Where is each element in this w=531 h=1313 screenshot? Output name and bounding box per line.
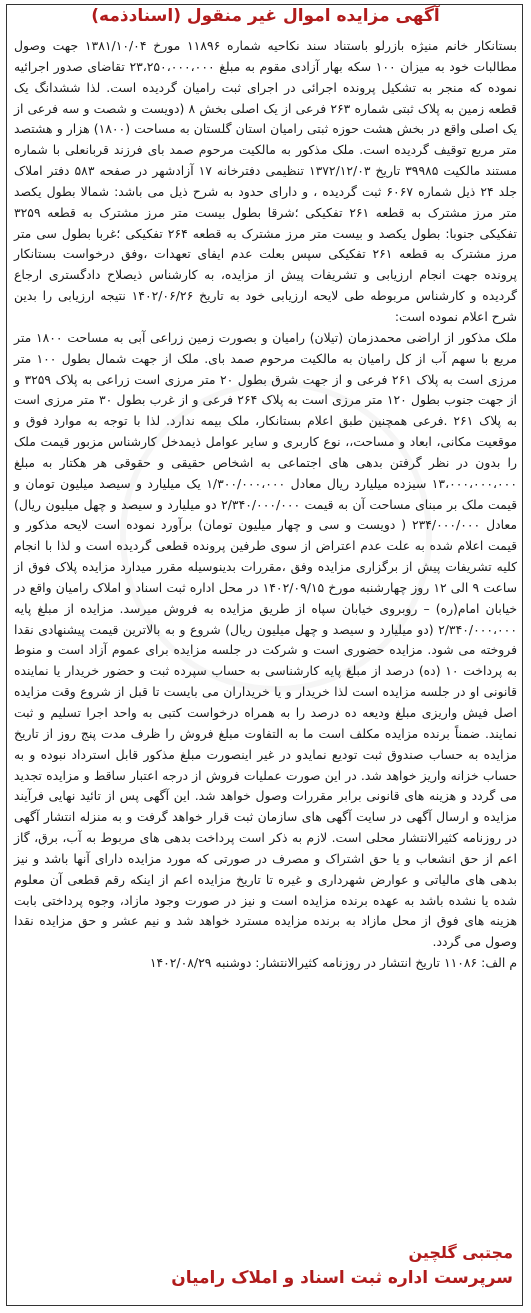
signature-name: مجتبی گلچین: [408, 1243, 513, 1262]
notice-body: [14, 36, 517, 974]
notice-title: آگهی مزایده اموال غیر منقول (اسنادذمه): [91, 6, 440, 26]
signature-title: سرپرست اداره ثبت اسناد و املاک رامیان: [171, 1268, 513, 1288]
notice-paragraph-details: ملک مذکور از اراضی محمدزمان (تیلان) رامیان و بصورت زمین زراعی آبی به مساحت ۱۸۰۰ متر مربع با سهم آب از کل رامیان به مالکیت مرحوم صمد بای. ملک از جهت شمال بطول ۱۰۰ متر مرزی است به پلاک ۲۶۱ فرعی و از جهت شرق بطول ۲۰ متر مرزی است زراعی به پلاک ۳۲۵۹ و از جهت جنوب بطول ۱۲۰ متر مرزی است به پلاک ۲۶۴ فرعی و از غرب بطول ۳۰ متر مرزی است به پلاک ۲۶۱ .فرعی همچنین طبق اعلام بستانکار، ملک بیمه ندارد. لذا با توجه به موارد فوق و موقعیت مکانی، ابعاد و مساحت،، نوع کاربری و سایر عوامل ذیمدخل کارشناس مزبور قیمت ملک را بدون در نظر گرفتن بدهی های اجتماعی به اشخاص حقیقی و حقوقی هر هکتار به مبلغ ۱۳،۰۰۰،۰۰۰،۰۰۰ سیزده میلیارد ریال معادل ۱/۳۰۰/۰۰۰،۰۰۰ یک میلیارد و سیصد میلیون تومان و قیمت ملک بر مبنای مساحت آن به قیمت ۲/۳۴۰/۰۰۰/۰۰۰ دو میلیارد و سیصد و چهل میلیون ریال) معادل ۲۳۴/۰۰۰/۰۰۰ ( دویست و سی و چهار میلیون تومان) برآورد نموده است لایحه مذکور و قیمت اعلام شده به علت عدم اعتراض از سوی طرفین پرونده قطعی گردیده است و لذا با انجام کلیه تشریفات پیش از برگزاری مزایده وفق ،مقررات بدینوسیله مقرر میدارد مزایده پلاک فوق از ساعت ۹ الی ۱۲ روز چهارشنبه مورخ ۱۴۰۲/۰۹/۱۵ در محل اداره ثبت اسناد و املاک رامیان واقع در خیابان امام(ره) – روبروی خیابان سپاه از طریق مزایده به فروش میرسد. مزایده از مبلغ پایه ۲/۳۴۰/۰۰۰،۰۰۰ (دو میلیارد و سیصد و چهل میلیون ریال) شروع و به بالاترین قیمت پیشنهادی نقدا فروخته می شود. مزایده حضوری است و شرکت در جلسه مزایده برای عموم آزاد است و منوط به پرداخت ۱۰ (ده) درصد از مبلغ پایه کارشناسی به حساب سپرده ثبت و حضور خریدار یا نماینده قانونی او در جلسه مزایده است لذا خریدار و یا خریداران می بایست تا قبل از شروع وقت مزایده اصل فیش واریزی مبلغ ودیعه ده درصد را به همراه درخواست کتبی به واحد اجرا تسلیم و ثبت نمایند. ضمناً برنده مزایده مکلف است ما به التفاوت مبلغ فروش را ظرف مدت پنج روز از تاریخ مزایده به حساب صندوق ثبت تودیع نمایدو در غیر اینصورت مبلغ مذکور قابل استرداد نبوده و به حساب خزانه واریز خواهد شد. در این صورت عملیات فروش از درجه اعتبار ساقط و مزایده تجدید می گردد و هزینه های قانونی برابر مقررات وصول خواهد شد. این آگهی پس از تائید نهایی فرآیند مزایده و ارسال آگهی در سایت آگهی های سازمان ثبت قرار خواهد گرفت و به منزله انتشار آگهی در روزنامه کثیرالانتشار محلی است. لازم به ذکر است پرداخت بدهی های مربوط به آب، برق، گاز اعم از حق انشعاب و یا حق اشتراک و مصرف در صورتی که مورد مزایده دارای آنها باشد و نیز بدهی های مالیاتی و عوارض شهرداری و غیره تا تاریخ مزایده اعم از اینکه رقم قطعی آن معلوم شده یا نشده باشد به عهده برنده مزایده است و نیز در صورت وجود مازاد، وجوه پرداختی بابت هزینه های فوق از محل مازاد به برنده مزایده مسترد خواهد شد و نیم عشر و حق مزایده نقدا وصول می گردد.: [14, 329, 518, 950]
notice-paragraph-intro: بستانکار خانم منیژه بازرلو باستناد سند نکاحیه شماره ۱۱۸۹۶ مورخ ۱۳۸۱/۱۰/۰۴ جهت وصول مطالبات خود به میزان ۱۰۰ سکه بهار آزادی مقوم به مبلغ ۲۳،۲۵۰،۰۰۰،۰۰۰ تقاضای صدور اجرائیه نموده که منجر به تشکیل پرونده اجرائی در اجرای ثبت رامیان گردیده است. لذا ششدانگ یک قطعه زمین به پلاک ثبتی شماره ۲۶۳ فرعی از یک اصلی بخش ۸ (دویست و شصت و سه فرعی از یک اصلی واقع در بخش هشت حوزه ثبتی رامیان استان گلستان به مساحت (۱۸۰۰) هزار و هشتصد متر مربع توقیف گردیده است. ملک مذکور به مالکیت مرحوم صمد بای فرزند قربانعلی با شماره مستند مالکیت ۳۹۹۸۵ تاریخ ۱۳۷۲/۱۲/۰۳ تنظیمی دفترخانه ۱۷ آزادشهر در صفحه ۵۸۳ دفتر املاک جلد ۲۴ ذیل شماره ۶۰۶۷ ثبت گردیده ، و دارای حدود به شرح ذیل می باشد: شمالا بطول یکصد متر مرز مشترک به قطعه ۲۶۱ تفکیکی ؛شرقا بطول بیست متر مرز مشترک به قطعه ۳۲۵۹ تفکیکی جنوبا: بطول یکصد و بیست متر مرز مشترک به قطعه ۲۶۴ تفکیکی ؛غربا بطول سی متر مرز مشترک به قطعه ۲۶۱ تفکیکی سپس بعلت عدم ایفای تعهدات ،وفق درخواست بستانکار پرونده جهت انجام ارزیابی و تشریفات پیش از مزایده، به کارشناس ذیصلاح دادگستری ارجاع گردیده و کارشناس مربوطه طی لایحه ارزیابی خود به تاریخ ۱۴۰۲/۰۶/۲۶ نتیجه ارزیابی را بدین شرح اعلام نموده است:: [14, 38, 517, 324]
notice-paragraph-publication: م الف: ۱۱۰۸۶ تاریخ انتشار در روزنامه کثیرالانتشار: دوشنبه ۱۴۰۲/۰۸/۲۹: [149, 955, 517, 971]
